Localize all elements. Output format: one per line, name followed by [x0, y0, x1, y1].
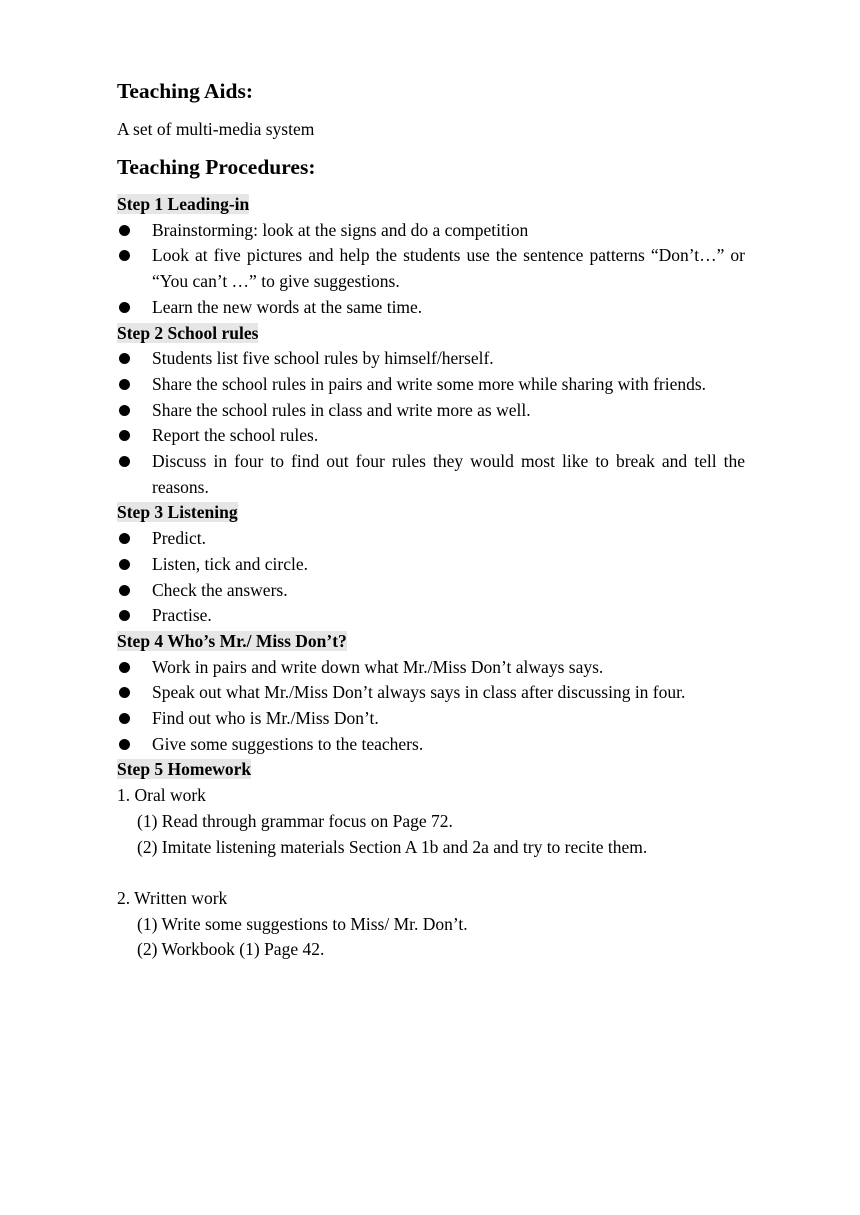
list-item: Discuss in four to find out four rules they would most like to break and tell the reasons.: [117, 449, 745, 500]
teaching-procedures-heading: Teaching Procedures:: [117, 155, 316, 179]
step-heading: Step 5 Homework: [117, 759, 252, 780]
step-bullet-list: [117, 346, 745, 500]
list-item: Predict.: [117, 526, 745, 552]
teaching-aids-text: A set of multi-media system: [117, 119, 315, 139]
list-item: Speak out what Mr./Miss Don’t always says in class after discussing in four.: [117, 680, 745, 706]
step-heading: Step 1 Leading-in: [117, 194, 250, 214]
procedure-steps: [117, 192, 745, 963]
step-bullet-list: [117, 655, 745, 758]
list-item: Give some suggestions to the teachers.: [117, 732, 745, 758]
list-item: Learn the new words at the same time.: [117, 295, 745, 321]
list-item: Practise.: [117, 603, 745, 629]
list-item: Share the school rules in pairs and write some more while sharing with friends.: [117, 372, 745, 398]
list-item: Students list five school rules by himself/herself.: [117, 346, 745, 372]
list-item: Check the answers.: [117, 578, 745, 604]
list-item: Share the school rules in class and write more as well.: [117, 398, 745, 424]
list-item: Look at five pictures and help the students use the sentence patterns “Don’t…” or “You can’t …” to give suggestions.: [117, 243, 745, 294]
step-heading: Step 3 Listening: [117, 502, 238, 523]
step-bullet-list: [117, 526, 745, 629]
written-work-item: (2) Workbook (1) Page 42.: [137, 939, 325, 960]
written-work-label: 2. Written work: [117, 887, 228, 908]
oral-work-label: 1. Oral work: [117, 785, 206, 806]
oral-work-item: (2) Imitate listening materials Section A 1b and 2a and try to recite them.: [137, 836, 648, 857]
step-3: [117, 500, 745, 629]
written-work-item: (1) Write some suggestions to Miss/ Mr. Don’t.: [137, 913, 468, 934]
list-item: Brainstorming: look at the signs and do a competition: [117, 218, 745, 244]
list-item: Find out who is Mr./Miss Don’t.: [117, 706, 745, 732]
step-4: [117, 629, 745, 758]
oral-work-item: (1) Read through grammar focus on Page 72.: [137, 810, 453, 831]
list-item: Report the school rules.: [117, 423, 745, 449]
step-heading: Step 2 School rules: [117, 322, 259, 343]
step-1: [117, 192, 745, 321]
step-5-homework: [117, 757, 745, 963]
list-item: Listen, tick and circle.: [117, 552, 745, 578]
teaching-aids-heading: Teaching Aids:: [117, 79, 254, 103]
list-item: Work in pairs and write down what Mr./Miss Don’t always says.: [117, 655, 745, 681]
blank-line: [117, 860, 745, 886]
step-2: [117, 321, 745, 501]
step-heading: Step 4 Who’s Mr./ Miss Don’t?: [117, 630, 347, 651]
document-content: [117, 76, 745, 963]
step-bullet-list: [117, 218, 745, 321]
